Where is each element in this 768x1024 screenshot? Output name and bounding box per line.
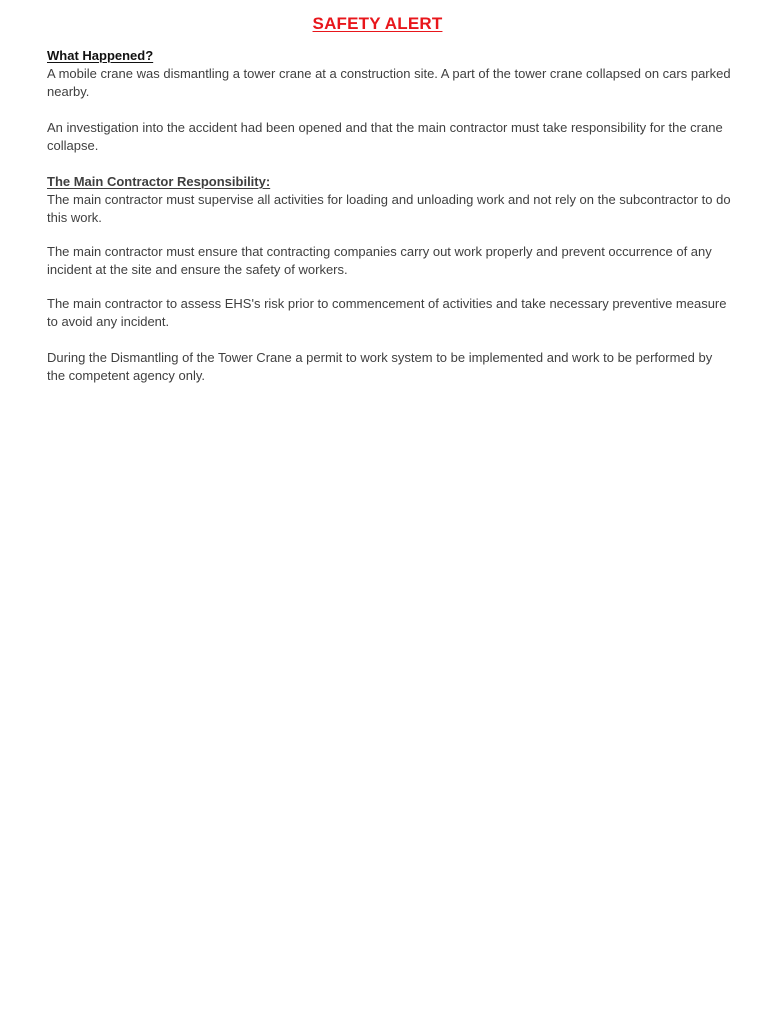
what-happened-paragraph-2: An investigation into the accident had been opened and that the main contractor must take responsibility for the crane collapse. (47, 120, 723, 153)
paragraph-spacer (47, 279, 728, 295)
section-spacer (47, 155, 728, 173)
main-contractor-paragraph-2: The main contractor must ensure that contracting companies carry out work properly and prevent occurrence of any incident at the site and ensure the safety of workers. (47, 244, 712, 277)
what-happened-paragraph-1: A mobile crane was dismantling a tower crane at a construction site. A part of the tower crane collapsed on cars parked nearby. (47, 66, 731, 99)
what-happened-section (47, 47, 731, 155)
page-title: SAFETY ALERT (312, 14, 443, 33)
main-contractor-heading: The Main Contractor Responsibility: (47, 174, 271, 189)
what-happened-heading: What Happened? (47, 48, 154, 63)
main-contractor-paragraph-1: The main contractor must supervise all activities for loading and unloading work and not rely on the subcontractor to do this work. (47, 192, 731, 225)
paragraph-spacer (47, 227, 728, 243)
paragraph-spacer (47, 331, 728, 349)
paragraph-spacer (47, 101, 728, 119)
main-contractor-paragraph-3: The main contractor to assess EHS's risk prior to commencement of activities and take necessary preventive measure to avoid any incident. (47, 296, 727, 329)
main-contractor-paragraph-4: During the Dismantling of the Tower Crane a permit to work system to be implemented and work to be performed by the competent agency only. (47, 350, 713, 383)
main-contractor-section (47, 173, 731, 385)
